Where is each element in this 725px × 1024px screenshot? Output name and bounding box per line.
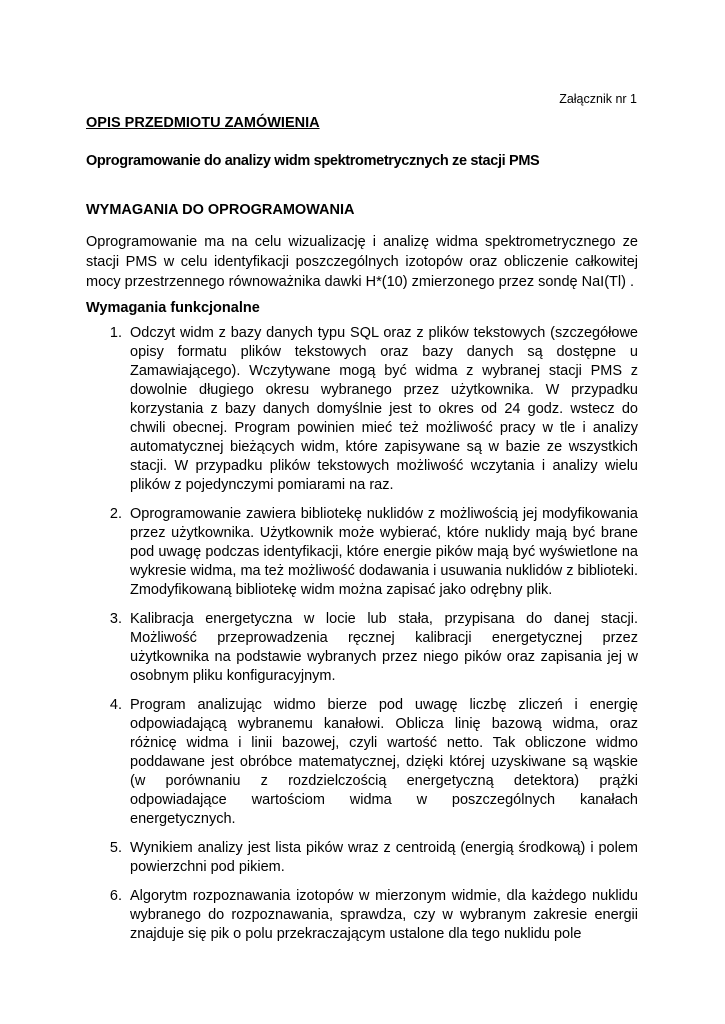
list-item-text: Oprogramowanie zawiera bibliotekę nuklidów z możliwością jej modyfikowania przez użytkownika. Użytkownik może wybierać, które nuklidy mają być brane pod uwagę podczas identyfikacji, które energie pików mają być wyświetlone na wykresie widma, ma też możliwość dodawania i usuwania nuklidów z biblioteki. Zmodyfikowaną bibliotekę widm można zapisać jako odrębny plik. (130, 506, 638, 598)
list-item-number: 1. (109, 325, 122, 341)
list-item (86, 324, 638, 495)
list-item-text: Program analizując widmo bierze pod uwagę liczbę zliczeń i energię odpowiadającą wybranemu kanałowi. Oblicza linię bazową widma, oraz różnicę widma i linii bazowej, czyli wartość netto. Tak obliczone widmo poddawane jest obróbce matematycznej, dzięki której uzyskiwane są wąskie (w porównaniu z rozdzielczością energetyczną detektora) prążki odpowiadające wartościom widma w poszczególnych kanałach energetycznych. (130, 697, 638, 827)
list-item-number: 6. (109, 888, 122, 904)
list-item-number: 5. (109, 840, 122, 856)
list-item-text: Wynikiem analizy jest lista pików wraz z centroidą (energią środkową) i polem powierzchni pod pikiem. (130, 840, 638, 875)
list-item-number: 2. (109, 506, 122, 522)
list-item-number: 4. (109, 697, 122, 713)
list-item (86, 505, 638, 600)
list-item (86, 696, 638, 829)
list-item-text: Odczyt widm z bazy danych typu SQL oraz z plików tekstowych (szczegółowe opisy formatu plików tekstowych oraz bazy danych są dostępne u Zamawiającego). Wczytywane mogą być widma z wybranej stacji PMS z dowolnie długiego okresu wybranego przez użytkownika. W przypadku korzystania z bazy danych domyślnie jest to okres od 24 godz. wstecz do chwili obecnej. Program powinien mieć też możliwość pracy w tle i analizy automatycznej bieżących widm, które zapisywane są w bazie ze wszystkich stacji. W przypadku plików tekstowych możliwość wczytania i analizy wielu plików z pojedynczymi pomiarami na raz. (130, 325, 638, 493)
functional-requirements-heading: Wymagania funkcjonalne (86, 300, 260, 316)
list-item-number: 3. (109, 611, 122, 627)
list-item-text: Kalibracja energetyczna w locie lub stała, przypisana do danej stacji. Możliwość przeprowadzenia ręcznej kalibracji energetycznej przez użytkownika na podstawie wybranych przez niego pików oraz zapisania jej w osobnym pliku konfiguracyjnym. (130, 611, 638, 684)
intro-paragraph: Oprogramowanie ma na celu wizualizację i analizę widma spektrometrycznego ze stacji PMS w celu identyfikacji poszczególnych izotopów oraz obliczenie całkowitej mocy przestrzennego równoważnika dawki H*(10) zmierzonego przez sondę NaI(Tl) . (86, 234, 638, 290)
list-item (86, 887, 638, 944)
list-item (86, 610, 638, 686)
document-subtitle: Oprogramowanie do analizy widm spektrometrycznych ze stacji PMS (86, 153, 540, 169)
annex-label: Załącznik nr 1 (559, 92, 637, 106)
list-item-text: Algorytm rozpoznawania izotopów w mierzonym widmie, dla każdego nuklidu wybranego do rozpoznawania, sprawdza, czy w wybranym zakresie energii znajduje się pik o polu przekraczającym ustalone dla tego nuklidu pole (130, 888, 638, 942)
document-title: OPIS PRZEDMIOTU ZAMÓWIENIA (86, 115, 320, 131)
requirements-list (86, 324, 638, 954)
list-item (86, 839, 638, 877)
section-heading: WYMAGANIA DO OPROGRAMOWANIA (86, 202, 355, 218)
